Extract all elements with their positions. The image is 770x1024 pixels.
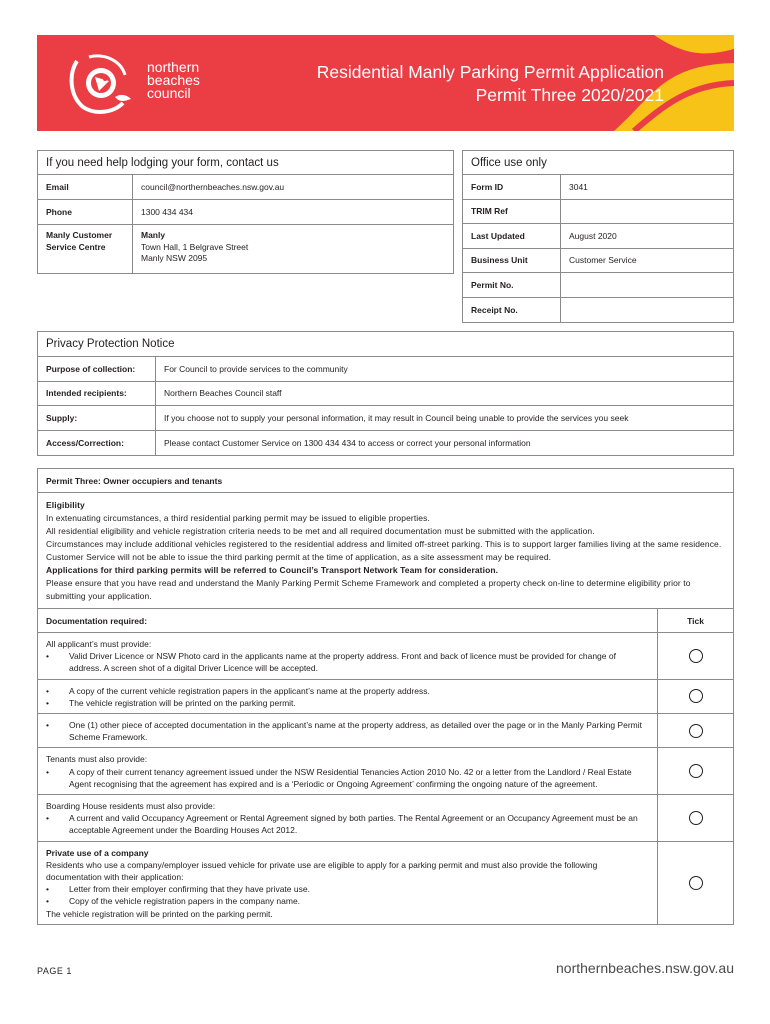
doc-row-applicant — [38, 633, 733, 680]
office-row-business-unit — [463, 249, 733, 274]
bullet-icon: • — [46, 685, 49, 696]
logo-word-2: beaches — [147, 72, 200, 88]
privacy-value: Please contact Customer Service on 1300 434 434 to access or correct your personal information — [164, 437, 531, 448]
office-value: 3041 — [569, 181, 588, 192]
bullet-icon: • — [46, 813, 49, 824]
centre-address — [133, 225, 256, 273]
permit-table — [37, 468, 734, 925]
eligibility-section — [38, 493, 733, 609]
website-link[interactable]: northernbeaches.nsw.gov.au — [556, 960, 734, 976]
eligibility-text: Please ensure that you have read and understand the Manly Parking Permit Scheme Framework and completed a property check on-line to determine eligibility prior to submitting your application. — [46, 578, 691, 601]
logo-word-1: northern — [147, 59, 200, 75]
doc-row-registration — [38, 680, 733, 714]
tick-checkbox[interactable] — [689, 811, 703, 825]
doc-intro: All applicant’s must provide: — [46, 639, 152, 649]
contact-row-centre — [38, 225, 453, 273]
eligibility-text: All residential eligibility and vehicle registration criteria needs to be met and all required documentation must be submitted with the application. — [46, 526, 595, 536]
office-row-form-id — [463, 175, 733, 200]
doc-item: A current and valid Occupancy Agreement or Rental Agreement signed by both parties. The Rental Agreement or an Occupancy Agreement must be an acceptable Agreement under the Boarding Houses Act 2012. — [69, 813, 638, 836]
documentation-header-label: Documentation required: — [38, 609, 658, 632]
privacy-value: If you choose not to supply your personal information, it may result in Council being unable to provide the services you seek — [164, 412, 629, 423]
privacy-label: Purpose of collection: — [38, 357, 156, 381]
doc-intro: Boarding House residents must also provide: — [46, 801, 216, 812]
doc-item: A copy of the current vehicle registration papers in the applicant’s name at the property address. — [69, 685, 430, 696]
privacy-row — [38, 431, 733, 456]
phone-label: Phone — [38, 200, 133, 224]
bullet-icon: • — [46, 766, 49, 777]
tick-checkbox[interactable] — [689, 724, 703, 738]
doc-item: Copy of the vehicle registration papers in the company name. — [69, 896, 301, 907]
tick-checkbox[interactable] — [689, 689, 703, 703]
bullet-icon: • — [46, 896, 49, 907]
doc-row-other-document — [38, 714, 733, 748]
doc-item: The vehicle registration will be printed on the parking permit. — [69, 697, 296, 708]
office-use-table — [462, 150, 734, 323]
bullet-icon: • — [46, 651, 49, 662]
doc-item: Valid Driver Licence or NSW Photo card in the applicants name at the property address. Front and back of licence must be provided for change of address. A screen shot of a digital Driver Licence will be accepted. — [69, 651, 616, 674]
email-link[interactable]: council@northernbeaches.nsw.gov.au — [141, 182, 285, 192]
privacy-label: Intended recipients: — [38, 382, 156, 406]
phone-value: 1300 434 434 — [141, 207, 193, 217]
tick-checkbox[interactable] — [689, 876, 703, 890]
office-row-last-updated — [463, 224, 733, 249]
doc-intro: Residents who use a company/employer issued vehicle for private use are eligible to apply for a parking permit and must also provide the following documentation with their application: — [46, 859, 598, 883]
doc-row-company-vehicle — [38, 842, 733, 924]
doc-outro: The vehicle registration will be printed on the parking permit. — [46, 908, 273, 919]
centre-name: Manly — [141, 230, 166, 240]
doc-item: A copy of their current tenancy agreement issued under the NSW Residential Tenancies Action 2010 No. 42 or a letter from the Landlord / Real Estate Agent recognising that the agreement has expired and is a ‘Periodic or Ongoing Agreement’ confirming the ongoing nature of the agreement. — [69, 766, 632, 789]
centre-label-line2: Service Centre — [46, 241, 106, 252]
bullet-icon: • — [46, 884, 49, 895]
centre-addr-line2: Manly NSW 2095 — [141, 253, 208, 263]
doc-item: Letter from their employer confirming that they have private use. — [69, 884, 310, 895]
office-label: Last Updated — [463, 224, 561, 248]
office-row-trim-ref — [463, 200, 733, 225]
office-label: Form ID — [463, 175, 561, 199]
office-value: August 2020 — [569, 230, 617, 241]
centre-addr-line1: Town Hall, 1 Belgrave Street — [141, 241, 249, 252]
receipt-no-field[interactable] — [561, 298, 577, 323]
eligibility-text: Circumstances may include additional vehicles registered to the residential address and limited off-street parking. This is to support larger families living at the same residence. — [46, 539, 722, 549]
form-title-line2: Permit Three 2020/2021 — [475, 85, 664, 105]
email-label: Email — [38, 175, 133, 199]
office-caption: Office use only — [463, 151, 733, 175]
doc-item: One (1) other piece of accepted documentation in the applicant’s name at the property address, as detailed over the page or in the Manly Parking Permit Scheme Framework. — [69, 720, 642, 743]
privacy-value: For Council to provide services to the community — [164, 363, 348, 374]
office-row-permit-no — [463, 273, 733, 298]
contact-row-phone — [38, 200, 453, 225]
form-title-line1: Residential Manly Parking Permit Application — [316, 62, 664, 82]
eligibility-heading: Eligibility — [46, 500, 85, 510]
doc-row-tenants — [38, 748, 733, 795]
office-value-field[interactable] — [561, 200, 577, 224]
documentation-header — [38, 609, 733, 633]
contact-caption: If you need help lodging your form, contact us — [38, 151, 453, 175]
tick-checkbox[interactable] — [689, 649, 703, 663]
bullet-icon: • — [46, 720, 49, 731]
privacy-label: Supply: — [38, 406, 156, 430]
council-logo-icon — [65, 53, 135, 115]
contact-table — [37, 150, 454, 274]
doc-intro: Tenants must also provide: — [46, 754, 148, 765]
centre-label — [38, 225, 133, 273]
privacy-row — [38, 406, 733, 431]
office-row-receipt-no — [463, 298, 733, 323]
privacy-label: Access/Correction: — [38, 431, 156, 456]
centre-label-line1: Manly Customer — [46, 230, 113, 240]
header-banner — [37, 35, 734, 131]
office-label: TRIM Ref — [463, 200, 561, 224]
bullet-icon: • — [46, 697, 49, 708]
doc-heading: Private use of a company — [46, 847, 149, 858]
tick-checkbox[interactable] — [689, 764, 703, 778]
doc-row-boarding-house — [38, 795, 733, 842]
tick-header-label: Tick — [687, 615, 704, 626]
permit-title: Permit Three: Owner occupiers and tenants — [38, 469, 733, 493]
page-number: PAGE 1 — [37, 966, 72, 976]
contact-row-email — [38, 175, 453, 200]
council-logo-text — [147, 61, 200, 100]
eligibility-text: In extenuating circumstances, a third residential parking permit may be issued to eligible properties. — [46, 513, 430, 523]
privacy-value: Northern Beaches Council staff — [164, 388, 282, 399]
privacy-row — [38, 357, 733, 382]
form-title — [317, 61, 664, 107]
privacy-row — [38, 382, 733, 407]
permit-no-field[interactable] — [561, 273, 577, 297]
privacy-table — [37, 331, 734, 456]
office-label: Receipt No. — [463, 298, 561, 323]
logo-word-3: council — [147, 85, 191, 101]
eligibility-text: Customer Service will not be able to issue the third parking permit at the time of application, as a site assessment may be required. — [46, 552, 552, 562]
office-label: Business Unit — [463, 249, 561, 273]
office-label: Permit No. — [463, 273, 561, 297]
office-value: Customer Service — [569, 255, 637, 266]
privacy-caption: Privacy Protection Notice — [38, 332, 733, 357]
eligibility-text-bold: Applications for third parking permits will be referred to Council’s Transport Network Team for consideration. — [46, 565, 499, 575]
